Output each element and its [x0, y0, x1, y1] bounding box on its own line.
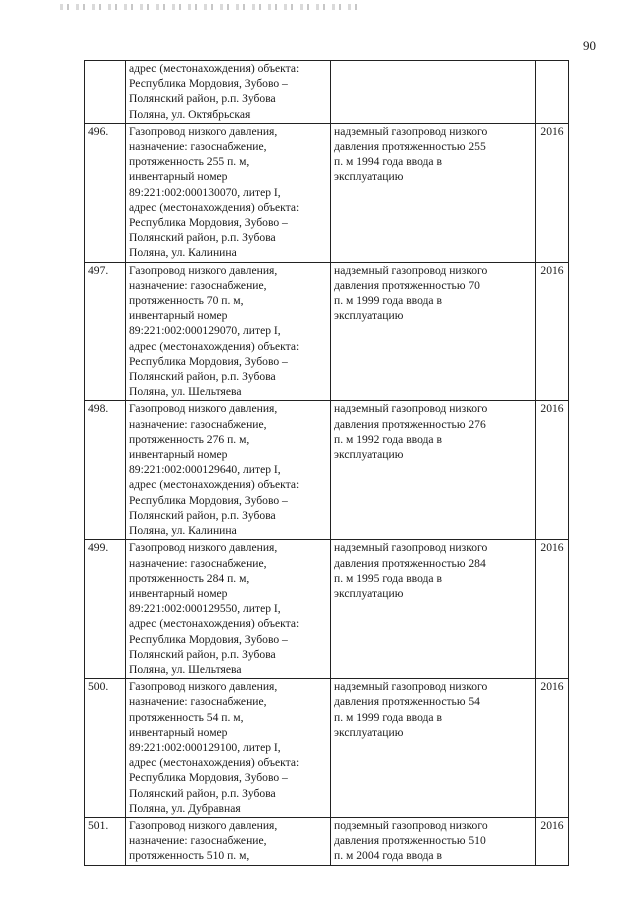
text-line: 89:221:002:000130070, литер I,	[129, 185, 281, 199]
text-line: Газопровод низкого давления,	[129, 263, 278, 277]
text-line: назначение: газоснабжение,	[129, 695, 267, 709]
text-line: 89:221:002:000129550, литер I,	[129, 602, 281, 616]
text-line: п. м 1995 года ввода в	[334, 571, 442, 585]
text-line: Полянский район, р.п. Зубова	[129, 231, 276, 245]
object-characteristics-cell	[331, 123, 536, 262]
text-line: давления протяженностью 255	[334, 140, 486, 154]
object-name-cell	[126, 817, 331, 865]
row-number-cell: 497.	[85, 262, 126, 401]
text-line: Поляна, ул. Калинина	[129, 246, 237, 260]
text-line: Газопровод низкого давления,	[129, 402, 278, 416]
text-line: назначение: газоснабжение,	[129, 417, 267, 431]
text-line: эксплуатацию	[334, 309, 404, 323]
text-line: 89:221:002:000129070, литер I,	[129, 324, 281, 338]
year-cell: 2016	[536, 679, 569, 818]
property-table	[84, 60, 569, 866]
text-line: инвентарный номер	[129, 170, 228, 184]
text-line: протяженность 510 п. м,	[129, 849, 250, 863]
object-name-cell	[126, 262, 331, 401]
row-number-cell	[85, 61, 126, 124]
text-line: эксплуатацию	[334, 448, 404, 462]
text-line: Поляна, ул. Калинина	[129, 524, 237, 538]
text-line: давления протяженностью 54	[334, 695, 480, 709]
text-line: Республика Мордовия, Зубово –	[129, 771, 288, 785]
text-line: Полянский район, р.п. Зубова	[129, 508, 276, 522]
row-number-cell: 501.	[85, 817, 126, 865]
table-row	[85, 401, 569, 540]
text-line: Поляна, ул. Шельтяева	[129, 385, 242, 399]
object-name-cell	[126, 123, 331, 262]
text-line: давления протяженностью 276	[334, 417, 486, 431]
page-number: 90	[583, 38, 596, 53]
text-line: протяженность 255 п. м,	[129, 155, 250, 169]
year-cell	[536, 61, 569, 124]
text-line: инвентарный номер	[129, 586, 228, 600]
table-row	[85, 262, 569, 401]
table-row	[85, 817, 569, 865]
object-name-cell	[126, 61, 331, 124]
text-line: адрес (местонахождения) объекта:	[129, 617, 300, 631]
text-line: Республика Мордовия, Зубово –	[129, 632, 288, 646]
object-characteristics-cell	[331, 540, 536, 679]
text-line: давления протяженностью 284	[334, 556, 486, 570]
text-line: 89:221:002:000129100, литер I,	[129, 740, 281, 754]
text-line: эксплуатацию	[334, 586, 404, 600]
scan-artifact	[60, 4, 360, 10]
text-line: п. м 1999 года ввода в	[334, 710, 442, 724]
table-row	[85, 679, 569, 818]
table-row	[85, 123, 569, 262]
text-line: Полянский район, р.п. Зубова	[129, 786, 276, 800]
object-name-cell	[126, 540, 331, 679]
text-line: подземный газопровод низкого	[334, 818, 488, 832]
object-characteristics-cell	[331, 679, 536, 818]
text-line: адрес (местонахождения) объекта:	[129, 756, 300, 770]
text-line: давления протяженностью 70	[334, 278, 480, 292]
text-line: п. м 2004 года ввода в	[334, 849, 442, 863]
text-line: надземный газопровод низкого	[334, 402, 488, 416]
table-row	[85, 540, 569, 679]
text-line: давления протяженностью 510	[334, 834, 486, 848]
object-name-cell	[126, 401, 331, 540]
text-line: Газопровод низкого давления,	[129, 124, 278, 138]
text-line: адрес (местонахождения) объекта:	[129, 200, 300, 214]
text-line: Республика Мордовия, Зубово –	[129, 77, 288, 91]
table-row-continuation	[85, 61, 569, 124]
object-characteristics-cell	[331, 817, 536, 865]
text-line: п. м 1994 года ввода в	[334, 155, 442, 169]
row-number-cell: 499.	[85, 540, 126, 679]
text-line: Поляна, ул. Шельтяева	[129, 662, 242, 676]
text-line: 89:221:002:000129640, литер I,	[129, 463, 281, 477]
text-line: п. м 1992 года ввода в	[334, 432, 442, 446]
text-line: Полянский район, р.п. Зубова	[129, 92, 276, 106]
text-line: Газопровод низкого давления,	[129, 818, 278, 832]
object-characteristics-cell	[331, 401, 536, 540]
year-cell: 2016	[536, 817, 569, 865]
text-line: назначение: газоснабжение,	[129, 834, 267, 848]
text-line: надземный газопровод низкого	[334, 263, 488, 277]
text-line: протяженность 54 п. м,	[129, 710, 244, 724]
text-line: Газопровод низкого давления,	[129, 680, 278, 694]
text-line: инвентарный номер	[129, 448, 228, 462]
text-line: инвентарный номер	[129, 309, 228, 323]
year-cell: 2016	[536, 401, 569, 540]
text-line: Полянский район, р.п. Зубова	[129, 370, 276, 384]
text-line: инвентарный номер	[129, 725, 228, 739]
text-line: надземный газопровод низкого	[334, 680, 488, 694]
object-name-cell	[126, 679, 331, 818]
text-line: надземный газопровод низкого	[334, 541, 488, 555]
text-line: Республика Мордовия, Зубово –	[129, 354, 288, 368]
object-characteristics-cell	[331, 262, 536, 401]
text-line: адрес (местонахождения) объекта:	[129, 478, 300, 492]
text-line: адрес (местонахождения) объекта:	[129, 339, 300, 353]
row-number-cell: 498.	[85, 401, 126, 540]
text-line: Газопровод низкого давления,	[129, 541, 278, 555]
year-cell: 2016	[536, 540, 569, 679]
object-characteristics-cell	[331, 61, 536, 124]
text-line: надземный газопровод низкого	[334, 124, 488, 138]
text-line: адрес (местонахождения) объекта:	[129, 62, 300, 75]
text-line: назначение: газоснабжение,	[129, 278, 267, 292]
text-line: назначение: газоснабжение,	[129, 140, 267, 154]
text-line: назначение: газоснабжение,	[129, 556, 267, 570]
text-line: протяженность 284 п. м,	[129, 571, 250, 585]
year-cell: 2016	[536, 123, 569, 262]
text-line: протяженность 70 п. м,	[129, 294, 244, 308]
text-line: п. м 1999 года ввода в	[334, 294, 442, 308]
text-line: эксплуатацию	[334, 170, 404, 184]
row-number-cell: 500.	[85, 679, 126, 818]
text-line: Поляна, ул. Октябрьская	[129, 107, 251, 121]
text-line: Республика Мордовия, Зубово –	[129, 216, 288, 230]
text-line: Республика Мордовия, Зубово –	[129, 493, 288, 507]
text-line: Поляна, ул. Дубравная	[129, 801, 241, 815]
text-line: Полянский район, р.п. Зубова	[129, 647, 276, 661]
row-number-cell: 496.	[85, 123, 126, 262]
text-line: протяженность 276 п. м,	[129, 432, 250, 446]
year-cell: 2016	[536, 262, 569, 401]
text-line: эксплуатацию	[334, 725, 404, 739]
